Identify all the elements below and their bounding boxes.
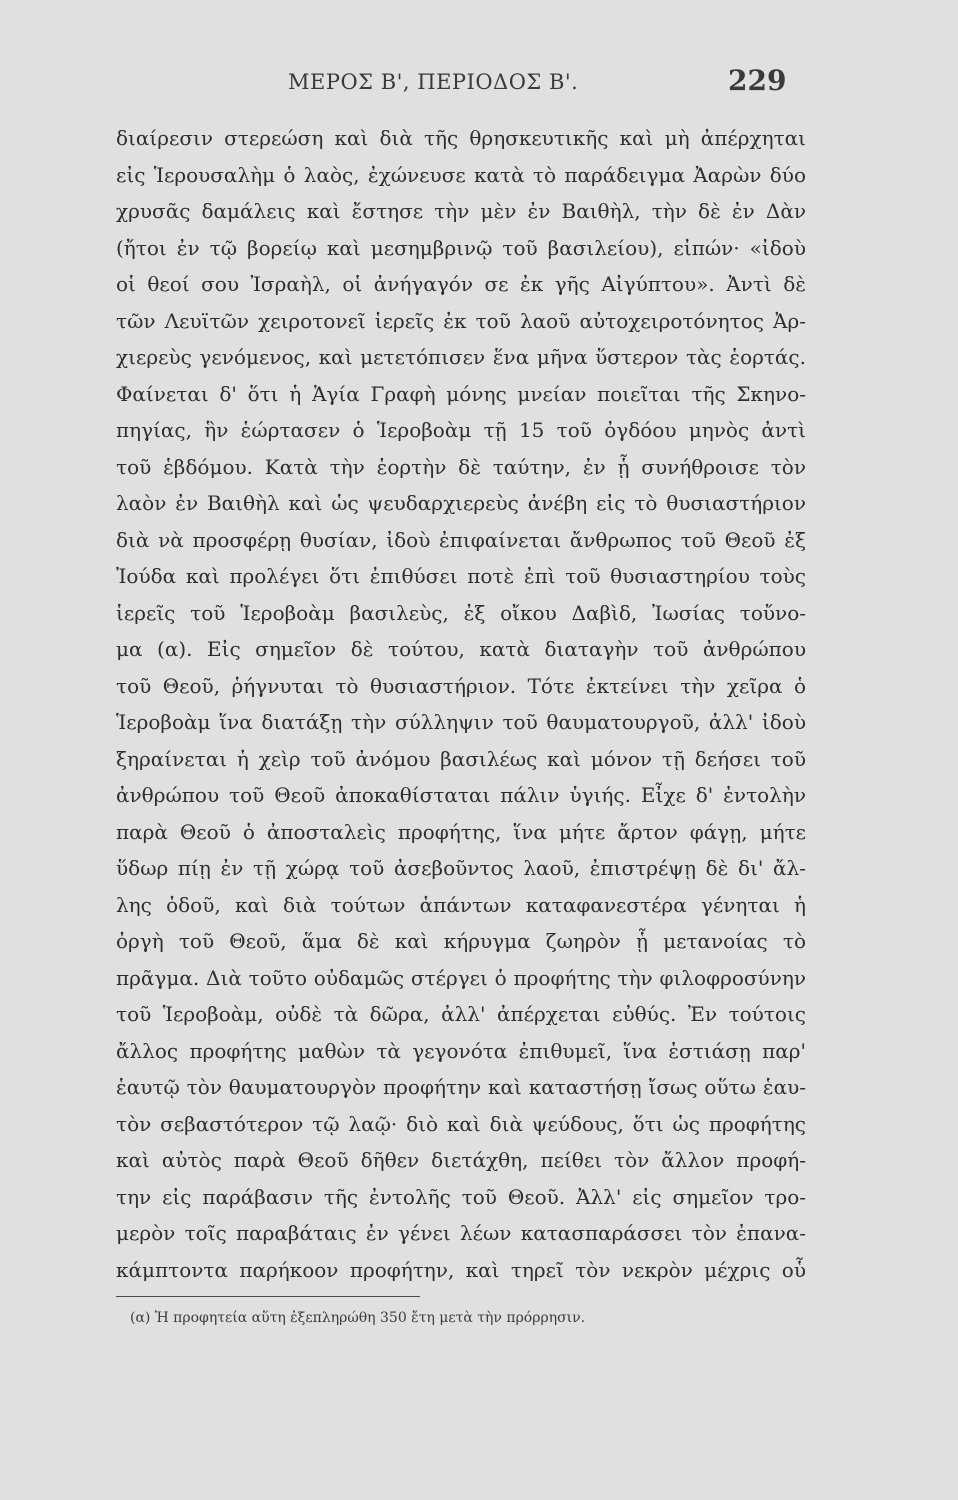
- text-line: παρὰ Θεοῦ ὁ ἀποσταλεὶς προφήτης, ἵνα μήτε ἄρτον φάγῃ, μήτε: [116, 819, 806, 844]
- page-number: 229: [728, 64, 787, 97]
- text-line: πρᾶγμα. Διὰ τοῦτο οὐδαμῶς στέργει ὁ προφήτης τὴν φιλοφροσύνην: [116, 965, 806, 990]
- text-line: Φαίνεται δ' ὅτι ἡ Ἁγία Γραφὴ μόνης μνείαν ποιεῖται τῆς Σκηνο-: [116, 381, 806, 406]
- text-line: χιερεὺς γενόμενος, καὶ μετετόπισεν ἕνα μῆνα ὕστερον τὰς ἑορτάς.: [116, 345, 806, 369]
- running-header: ΜΕΡΟΣ Β', ΠΕΡΙΟΔΟΣ Β'.: [288, 70, 579, 94]
- text-line: διὰ νὰ προσφέρῃ θυσίαν, ἰδοὺ ἐπιφαίνεται ἄνθρωπος τοῦ Θεοῦ ἐξ: [116, 527, 806, 552]
- text-line: τοῦ ἑβδόμου. Κατὰ τὴν ἑορτὴν δὲ ταύτην, ἐν ᾗ συνήθροισε τὸν: [116, 454, 806, 479]
- text-line: τοῦ Ἱεροβοὰμ, οὐδὲ τὰ δῶρα, ἀλλ' ἀπέρχεται εὐθύς. Ἐν τούτοις: [116, 1002, 806, 1026]
- text-line: ὕδωρ πίῃ ἐν τῇ χώρᾳ τοῦ ἀσεβοῦντος λαοῦ, ἐπιστρέψῃ δὲ δι' ἄλ-: [116, 856, 806, 880]
- footnote-divider: [116, 1296, 420, 1297]
- text-line: ἑαυτῷ τὸν θαυματουργὸν προφήτην καὶ καταστήσῃ ἴσως οὕτω ἑαυ-: [116, 1075, 806, 1099]
- text-line: λης ὁδοῦ, καὶ διὰ τούτων ἁπάντων καταφανεστέρα γένηται ἡ: [116, 892, 806, 917]
- text-line: Ἱεροβοὰμ ἵνα διατάξῃ τὴν σύλληψιν τοῦ θαυματουργοῦ, ἀλλ' ἰδοὺ: [116, 710, 806, 734]
- text-line: καὶ αὐτὸς παρὰ Θεοῦ δῆθεν διετάχθη, πείθει τὸν ἄλλον προφή-: [116, 1148, 806, 1172]
- text-line: ἱερεῖς τοῦ Ἱεροβοὰμ βασιλεὺς, ἐξ οἴκου Δαβὶδ, Ἰωσίας τοὔνο-: [116, 600, 806, 625]
- text-line: την εἰς παράβασιν τῆς ἐντολῆς τοῦ Θεοῦ. Ἀλλ' εἰς σημεῖον τρο-: [116, 1184, 806, 1209]
- text-line: μερὸν τοῖς παραβάταις ἐν γένει λέων κατασπαράσσει τὸν ἐπανα-: [116, 1221, 806, 1245]
- text-line: ἀνθρώπου τοῦ Θεοῦ ἀποκαθίσταται πάλιν ὑγιής. Εἶχε δ' ἐντολὴν: [116, 783, 806, 807]
- text-line: τὸν σεβαστότερον τῷ λαῷ· διὸ καὶ διὰ ψεύδους, ὅτι ὡς προφήτης: [116, 1111, 806, 1136]
- footnote: (α) Ἡ προφητεία αὕτη ἐξεπληρώθη 350 ἔτη μετὰ τὴν πρόρρησιν.: [130, 1310, 586, 1326]
- text-line: ἄλλος προφήτης μαθὼν τὰ γεγονότα ἐπιθυμεῖ, ἵνα ἑστιάσῃ παρ': [116, 1038, 806, 1063]
- text-line: (ἤτοι ἐν τῷ βορείῳ καὶ μεσημβρινῷ τοῦ βασιλείου), εἰπών· «ἰδοὺ: [116, 235, 806, 260]
- text-line: μα (α). Εἰς σημεῖον δὲ τούτου, κατὰ διαταγὴν τοῦ ἀνθρώπου: [116, 637, 806, 661]
- text-line: ξηραίνεται ἡ χεὶρ τοῦ ἀνόμου βασιλέως καὶ μόνον τῇ δεήσει τοῦ: [116, 746, 806, 771]
- text-line: κάμπτοντα παρήκοον προφήτην, καὶ τηρεῖ τὸν νεκρὸν μέχρις οὗ: [116, 1257, 806, 1282]
- text-line: οἱ θεοί σου Ἰσραὴλ, οἱ ἀνήγαγόν σε ἐκ γῆς Αἰγύπτου». Ἀντὶ δὲ: [116, 272, 806, 296]
- text-line: τῶν Λευϊτῶν χειροτονεῖ ἱερεῖς ἐκ τοῦ λαοῦ αὐτοχειροτόνητος Ἀρ-: [116, 308, 806, 333]
- text-line: Ἰούδα καὶ προλέγει ὅτι ἐπιθύσει ποτὲ ἐπὶ τοῦ θυσιαστηρίου τοὺς: [116, 564, 806, 588]
- text-line: λαὸν ἐν Βαιθὴλ καὶ ὡς ψευδαρχιερεὺς ἀνέβη εἰς τὸ θυσιαστήριον: [116, 491, 806, 515]
- text-line: ὀργὴ τοῦ Θεοῦ, ἅμα δὲ καὶ κήρυγμα ζωηρὸν ᾗ μετανοίας τὸ: [116, 929, 806, 953]
- text-line: χρυσᾶς δαμάλεις καὶ ἔστησε τὴν μὲν ἐν Βαιθὴλ, τὴν δὲ ἐν Δὰν: [116, 199, 806, 223]
- text-line: διαίρεσιν στερεώση καὶ διὰ τῆς θρησκευτικῆς καὶ μὴ ἀπέρχηται: [116, 126, 806, 150]
- body-text: [116, 120, 806, 1288]
- text-line: πηγίας, ἣν ἑώρτασεν ὁ Ἱεροβοὰμ τῇ 15 τοῦ ὀγδόου μηνὸς ἀντὶ: [116, 418, 806, 442]
- text-line: εἰς Ἱερουσαλὴμ ὁ λαὸς, ἐχώνευσε κατὰ τὸ παράδειγμα Ἀαρὼν δύο: [116, 162, 806, 187]
- text-line: τοῦ Θεοῦ, ῥήγνυται τὸ θυσιαστήριον. Τότε ἐκτείνει τὴν χεῖρα ὁ: [116, 673, 806, 698]
